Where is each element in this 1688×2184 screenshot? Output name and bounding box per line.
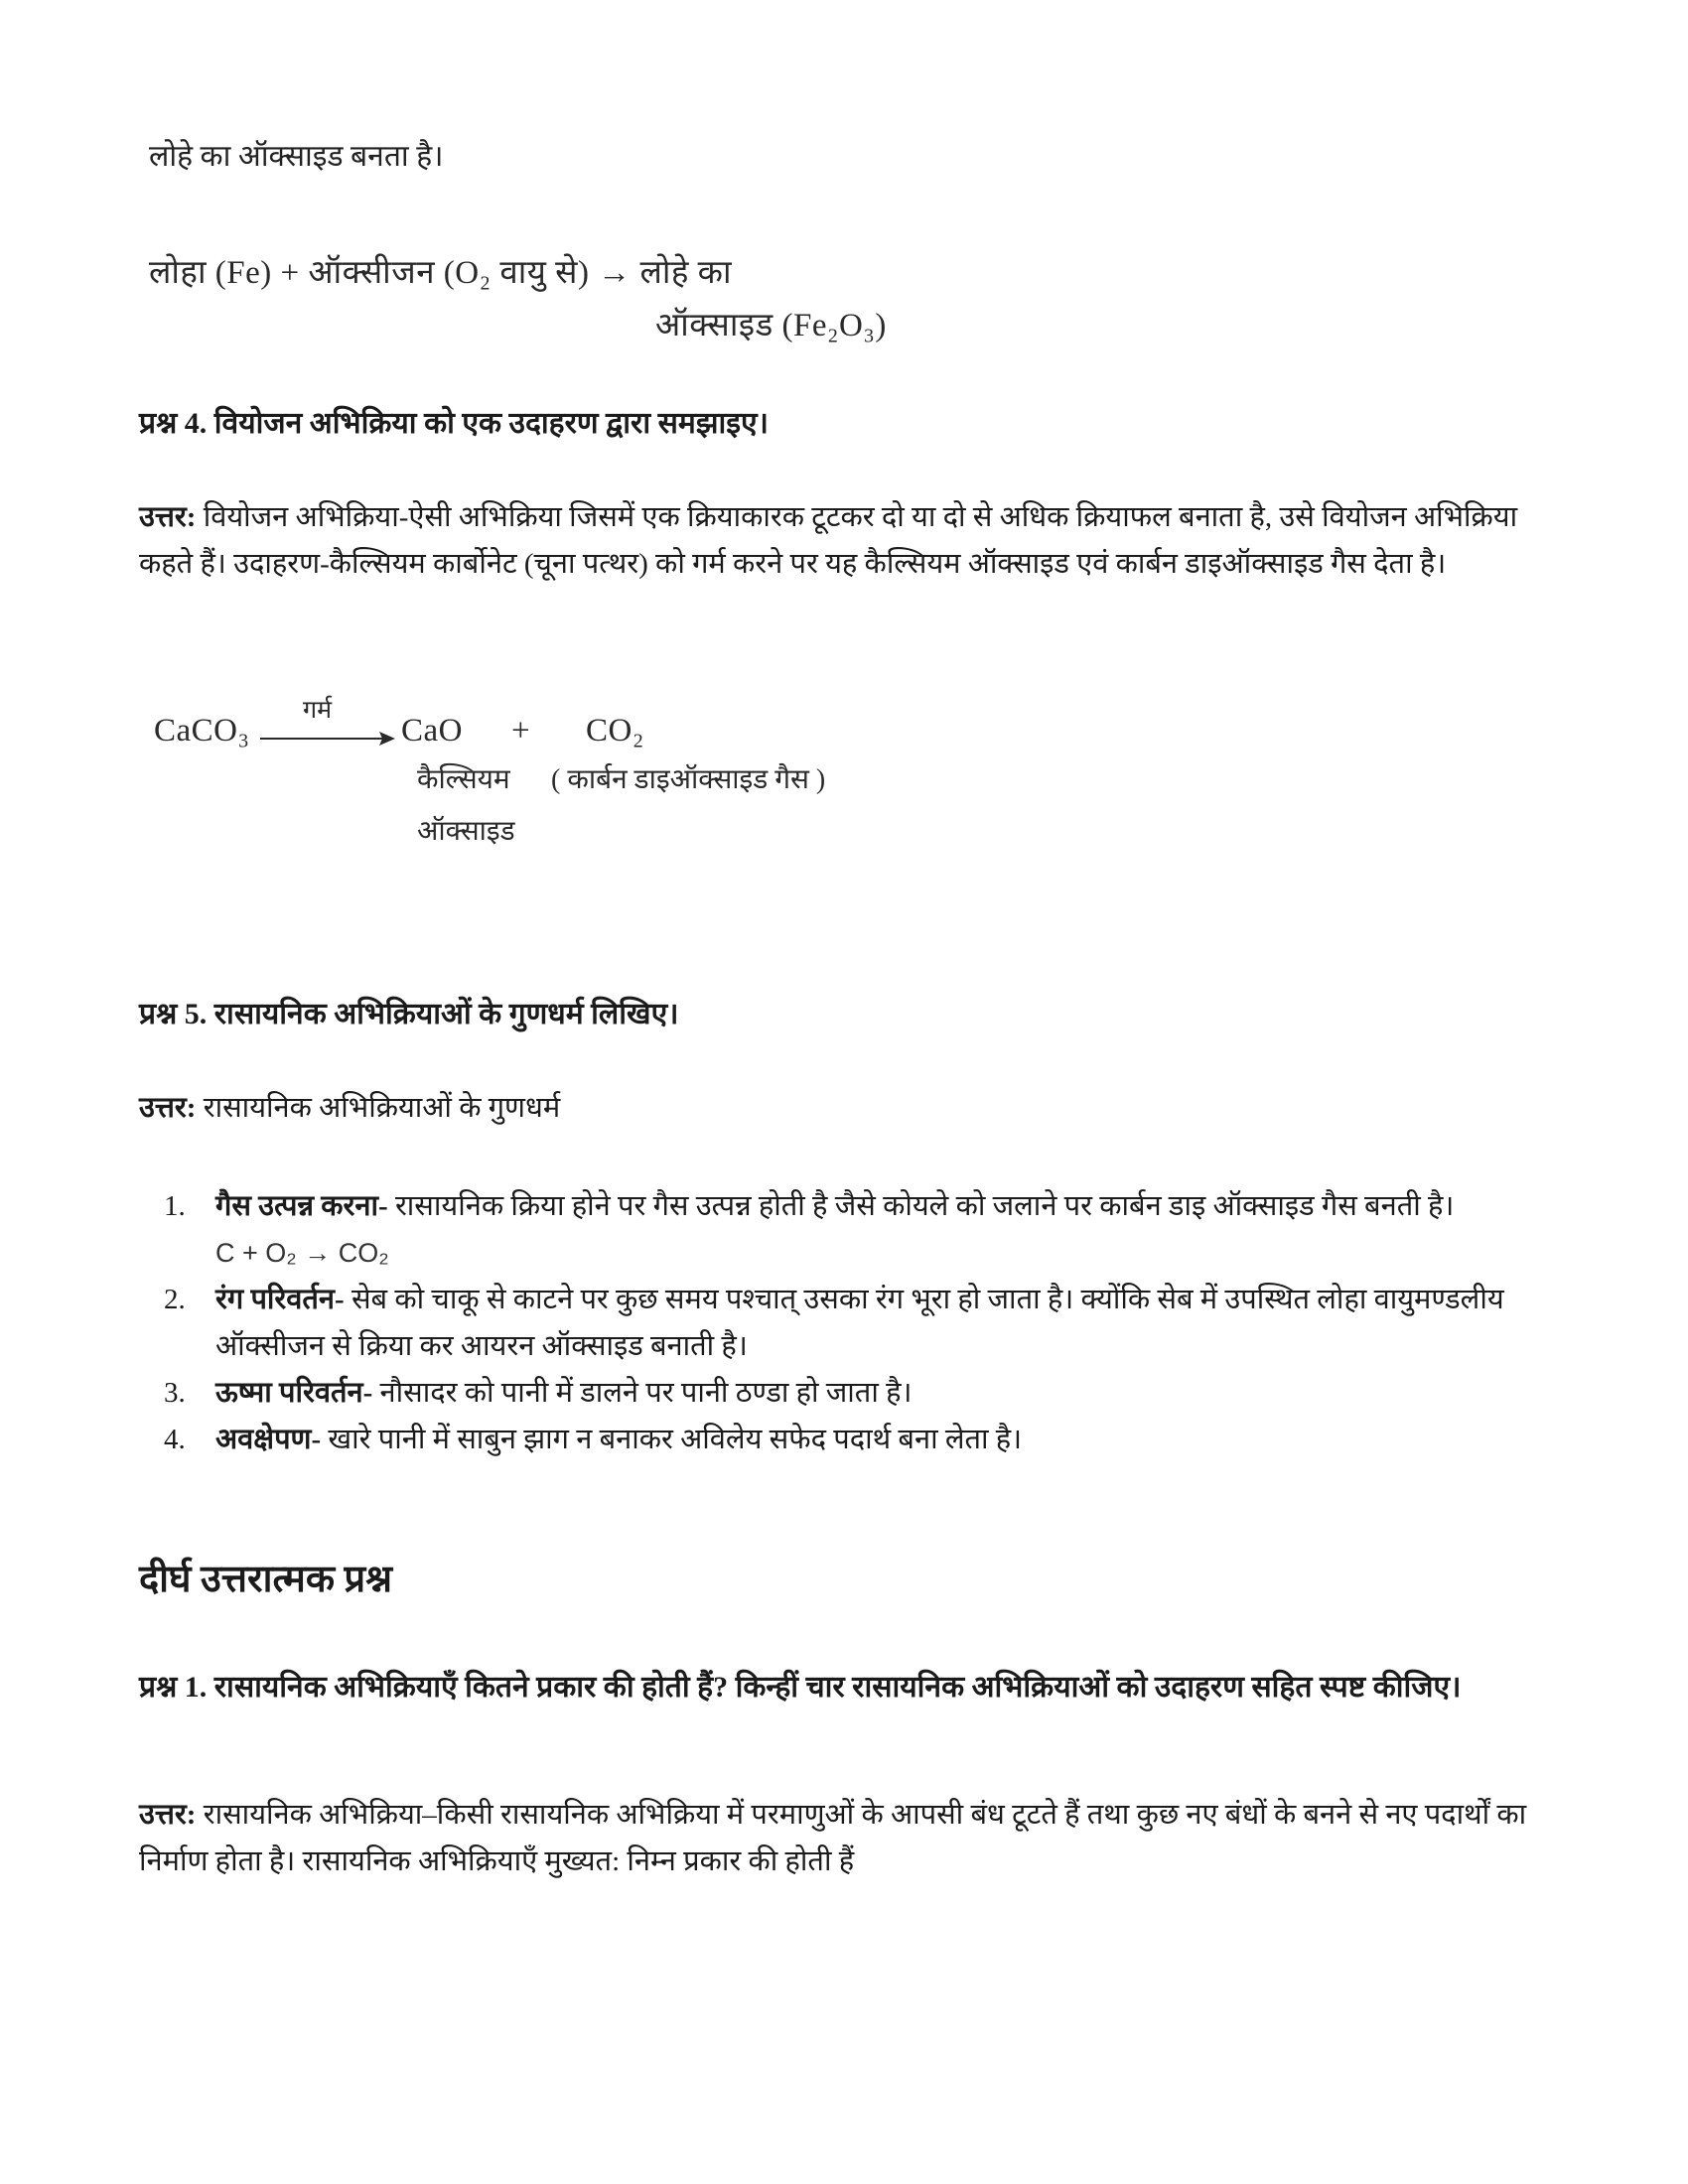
list-item <box>164 1277 1574 1370</box>
answer-5-intro <box>139 1085 1559 1132</box>
list-item-body <box>215 1277 1574 1370</box>
plus-sign: + <box>511 713 531 749</box>
answer-4-text: वियोजन अभिक्रिया-ऐसी अभिक्रिया जिसमें एक क्रियाकारक टूटकर दो या दो से अधिक क्रियाफल बनाता है, उसे वियोजन अभिक्रिया कहते हैं। उदाहरण-कैल्सियम कार्बोनेट (चूना पत्थर) को गर्म करने पर यह कैल्सियम ऑक्साइड एवं कार्बन डाइऑक्साइड गैस देता है। <box>139 501 1518 580</box>
property-title: अवक्षेपण- <box>215 1424 322 1455</box>
iron-oxide-equation-line1: लोहा (Fe) + ऑक्सीजन (O₂ वायु से) → लोहे का <box>149 255 733 291</box>
arrow-condition-label: गर्म <box>303 697 333 724</box>
question-1-long: प्रश्न 1. रासायनिक अभिक्रियाएँ कितने प्रकार की होती हैं? किन्हीं चार रासायनिक अभिक्रियाओं को उदाहरण सहित स्पष्ट कीजिए। <box>139 1671 1462 1704</box>
answer-5-intro-text: रासायनिक अभिक्रियाओं के गुणधर्म <box>196 1092 561 1124</box>
property-title: रंग परिवर्तन- <box>215 1284 345 1315</box>
question-5: प्रश्न 5. रासायनिक अभिक्रियाओं के गुणधर्म लिखिए। <box>139 998 679 1030</box>
list-item <box>164 1183 1574 1277</box>
list-item-number: 2. <box>164 1284 186 1315</box>
property-title: ऊष्मा परिवर्तन- <box>215 1377 373 1409</box>
product-cao-name-line2: ऑक्साइड <box>417 816 515 847</box>
list-item-number: 1. <box>164 1190 186 1222</box>
property-text: खारे पानी में साबुन झाग न बनाकर अविलेय सफेद पदार्थ बना लेता है। <box>321 1424 1023 1455</box>
answer-1-label: उत्तर: <box>139 1799 197 1831</box>
question-4: प्रश्न 4. वियोजन अभिक्रिया को एक उदाहरण द्वारा समझाइए। <box>139 407 769 440</box>
product-cao-name-line1: कैल्सियम <box>417 764 510 795</box>
property-text: नौसादर को पानी में डालने पर पानी ठण्डा हो जाता है। <box>372 1377 913 1409</box>
list-item-number: 3. <box>164 1377 186 1409</box>
list-item-body <box>215 1183 1574 1277</box>
product-cao: CaO <box>401 713 463 749</box>
iron-oxide-equation <box>149 248 887 345</box>
iron-oxide-equation-line2: ऑक्साइड (Fe₂O₃) <box>655 308 887 343</box>
list-item-body <box>215 1417 1574 1463</box>
calcium-carbonate-reaction <box>0 690 1688 859</box>
property-text: सेब को चाकू से काटने पर कुछ समय पश्चात् उसका रंग भूरा हो जाता है। क्योंकि सेब में उपस्थित लोहा वायुमण्डलीय ऑक्सीजन से क्रिया कर आयरन ऑक्साइड बनाती है। <box>215 1284 1504 1362</box>
list-item-body <box>215 1370 1574 1417</box>
answer-5-label: उत्तर: <box>139 1092 197 1124</box>
list-item <box>164 1370 1574 1417</box>
reaction-arrow-icon <box>260 730 395 752</box>
list-item-number: 4. <box>164 1424 186 1455</box>
carbon-dioxide-formula: C + O₂ → CO₂ <box>215 1238 389 1268</box>
answer-4-label: उत्तर: <box>139 501 197 533</box>
property-title: गैस उत्पन्न करना- <box>215 1190 388 1222</box>
reactant-caco3: CaCO₃ <box>154 713 250 749</box>
intro-sentence: लोहे का ऑक्साइड बनता है। <box>149 140 444 173</box>
section-heading: दीर्घ उत्तरात्मक प्रश्न <box>139 1559 393 1600</box>
property-text: रासायनिक क्रिया होने पर गैस उत्पन्न होती है जैसे कोयले को जलाने पर कार्बन डाइ ऑक्साइड गैस बनती है। <box>387 1190 1455 1222</box>
properties-list <box>164 1183 1574 1463</box>
answer-1-paragraph <box>139 1792 1559 1885</box>
answer-1-text: रासायनिक अभिक्रिया–किसी रासायनिक अभिक्रिया में परमाणुओं के आपसी बंध टूटते हैं तथा कुछ नए बंधों के बनने से नए पदार्थों का निर्माण होता है। रासायनिक अभिक्रियाएँ मुख्यत: निम्न प्रकार की होती हैं <box>139 1799 1527 1877</box>
list-item <box>164 1417 1574 1463</box>
product-co2-name: ( कार्बन डाइऑक्साइड गैस ) <box>551 764 826 795</box>
product-co2: CO₂ <box>586 713 644 749</box>
answer-4-paragraph <box>139 494 1559 588</box>
